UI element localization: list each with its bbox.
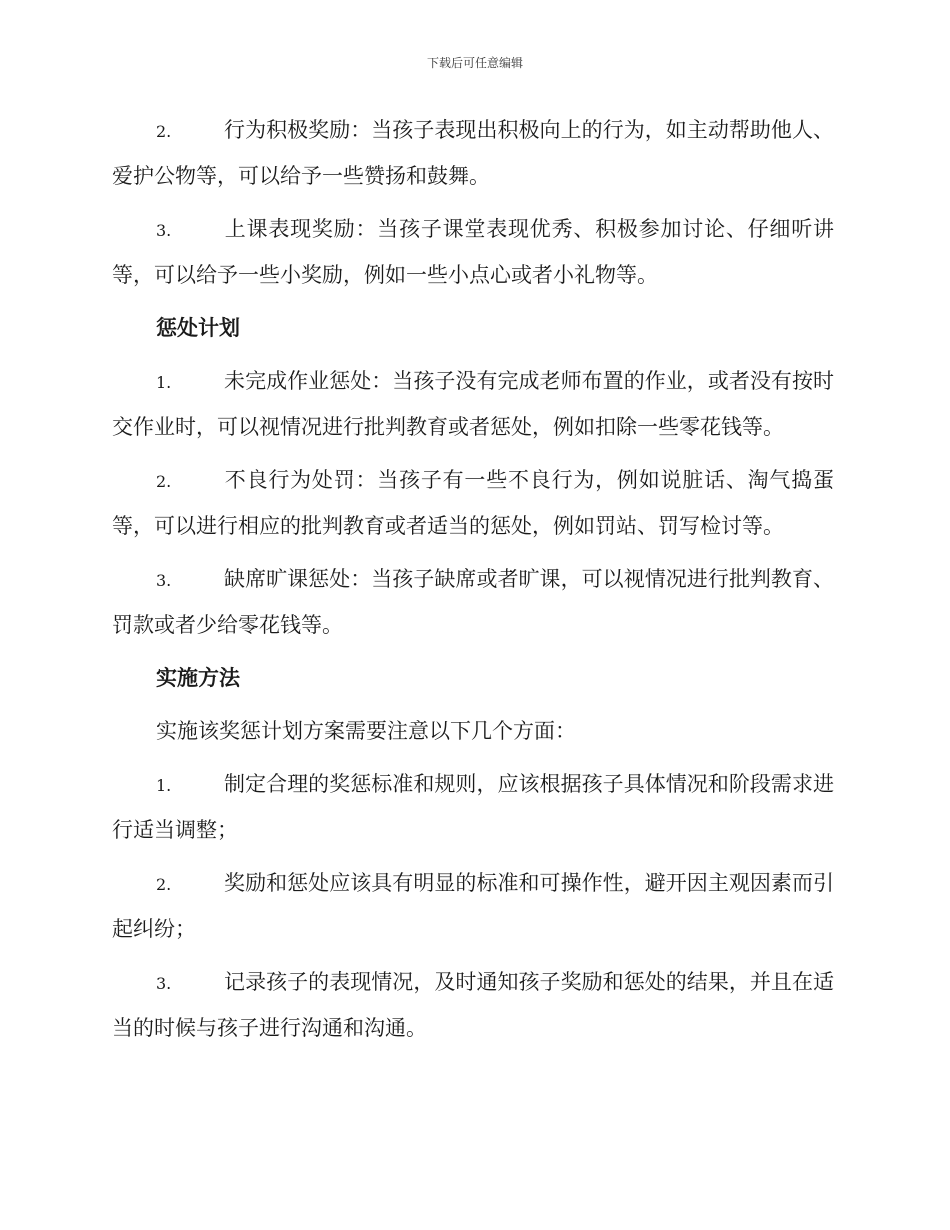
list-item: [112, 359, 834, 450]
item-number: 3.: [156, 571, 172, 590]
item-text: 未完成作业惩处：当孩子没有完成老师布置的作业，或者没有按时交作业时，可以视情况进行批判教育或者惩处，例如扣除一些零花钱等。: [112, 369, 834, 439]
item-number: 3.: [156, 221, 172, 240]
list-item: [112, 458, 834, 549]
intro-paragraph: 实施该奖惩计划方案需要注意以下几个方面：: [156, 719, 576, 743]
item-text: 缺席旷课惩处：当孩子缺席或者旷课，可以视情况进行批判教育、罚款或者少给零花钱等。: [112, 567, 834, 637]
section-heading-implementation: 实施方法: [156, 666, 240, 690]
section-heading-punishment: 惩处计划: [156, 316, 240, 340]
list-item: [112, 861, 834, 952]
item-text: 制定合理的奖惩标准和规则，应该根据孩子具体情况和阶段需求进行适当调整；: [112, 772, 834, 842]
item-text: 行为积极奖励：当孩子表现出积极向上的行为，如主动帮助他人、爱护公物等，可以给予一些赞扬和鼓舞。: [112, 118, 834, 188]
item-text: 记录孩子的表现情况，及时通知孩子奖励和惩处的结果，并且在适当的时候与孩子进行沟通和沟通。: [112, 970, 834, 1040]
item-number: 2.: [156, 472, 172, 491]
list-item: [112, 207, 834, 298]
list-item: [112, 762, 834, 853]
item-number: 2.: [156, 122, 172, 141]
list-item: [112, 960, 834, 1051]
item-number: 1.: [156, 776, 172, 795]
item-number: 3.: [156, 974, 172, 993]
item-text: 奖励和惩处应该具有明显的标准和可操作性，避开因主观因素而引起纠纷；: [112, 871, 834, 941]
item-number: 2.: [156, 875, 172, 894]
list-item: [112, 557, 834, 648]
list-item: [112, 108, 834, 199]
item-number: 1.: [156, 373, 172, 392]
document-body: [112, 108, 834, 1059]
item-text: 上课表现奖励：当孩子课堂表现优秀、积极参加讨论、仔细听讲等，可以给予一些小奖励，例如一些小点心或者小礼物等。: [112, 217, 834, 287]
item-text: 不良行为处罚：当孩子有一些不良行为，例如说脏话、淘气捣蛋等，可以进行相应的批判教育或者适当的惩处，例如罚站、罚写检讨等。: [112, 468, 834, 538]
page-header: 下载后可任意编辑: [426, 56, 523, 70]
